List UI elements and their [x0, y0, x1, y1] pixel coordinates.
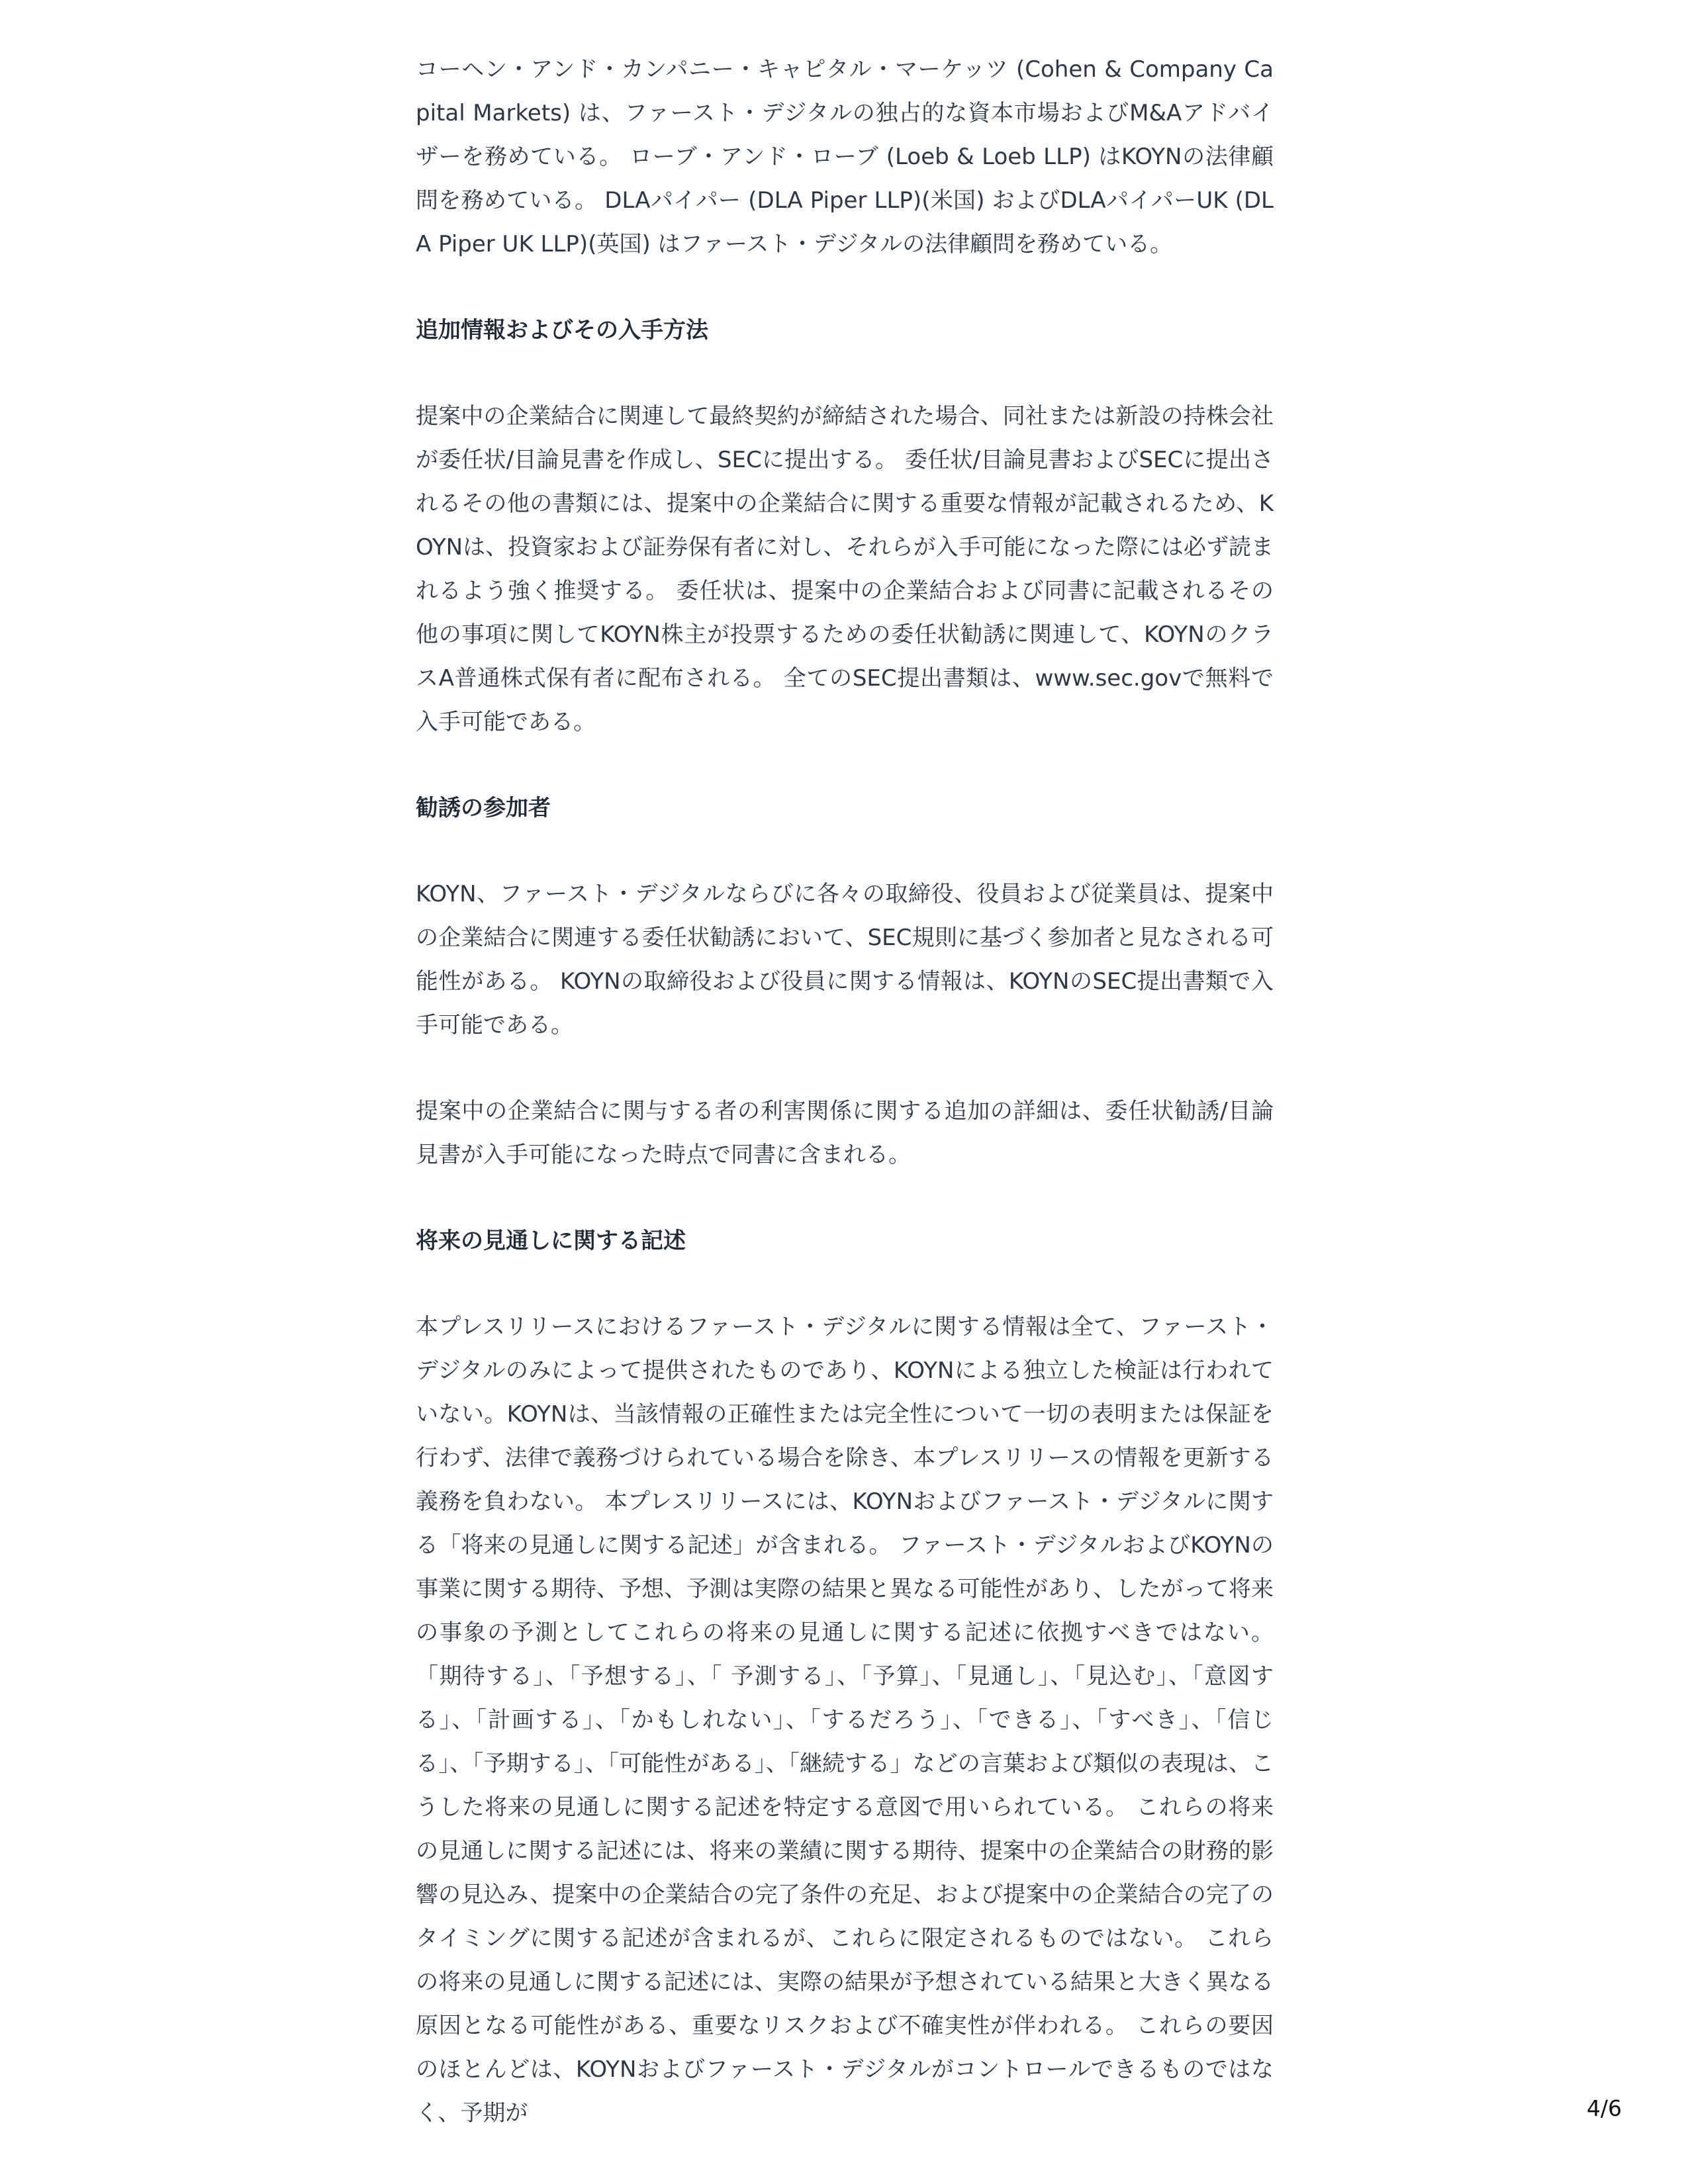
additional-info-paragraph: 提案中の企業結合に関連して最終契約が締結された場合、同社または新設の持株会社が委任状/目論見書を作成し、SECに提出する。 委任状/目論見書およびSECに提出されるその他の書類には、提案中の企業結合に関する重要な情報が記載されるため、KOYNは、投資家および証券保有者に対し、それらが入手可能になった際には必ず読まれるよう強く推奨する。 委任状は、提案中の企業結合および同書に記載されるその他の事項に関してKOYN株主が投票するための委任状勧誘に関連して、KOYNのクラスA普通株式保有者に配布される。 全てのSEC提出書類は、www.sec.govで無料で入手可能である。 — [416, 403, 1274, 735]
participants-paragraph: KOYN、ファースト・デジタルならびに各々の取締役、役員および従業員は、提案中の企業結合に関連する委任状勧誘において、SEC規則に基づく参加者と見なされる可能性がある。 KOYNの取締役および役員に関する情報は、KOYNのSEC提出書類で入手可能である。 — [416, 881, 1274, 1038]
additional-info-heading: 追加情報およびその入手方法 — [416, 317, 708, 343]
document-body — [416, 48, 1274, 2177]
participants-heading: 勧誘の参加者 — [416, 795, 551, 821]
advisors-paragraph: コーヘン・アンド・カンパニー・キャピタル・マーケッツ (Cohen & Company Capital Markets) は、ファースト・デジタルの独占的な資本市場およびM&Aアドバイザーを務めている。 ローブ・アンド・ローブ (Loeb & Loeb LLP) はKOYNの法律顧問を務めている。 DLAパイパー (DLA Piper LLP)(米国) およびDLAパイパーUK (DLA Piper UK LLP)(英国) はファースト・デジタルの法律顧問を務めている。 — [416, 56, 1274, 257]
forward-looking-paragraph: 本プレスリリースにおけるファースト・デジタルに関する情報は全て、ファースト・デジタルのみによって提供されたものであり、KOYNによる独立した検証は行われていない。KOYNは、当該情報の正確性または完全性について一切の表明または保証を行わず、法律で義務づけられている場合を除き、本プレスリリースの情報を更新する義務を負わない。 本プレスリリースには、KOYNおよびファースト・デジタルに関する「将来の見通しに関する記述」が含まれる。 ファースト・デジタルおよびKOYNの事業に関する期待、予想、予測は実際の結果と異なる可能性があり、したがって将来の事象の予測としてこれらの将来の見通しに関する記述に依拠すべきではない。 「期待する」、「予想する」、「 予測する」、「予算」、「見通し」、「見込む」、「意図する」、「計画する」、「かもしれない」、「するだろう」、「できる」、「すべき」、「信じる」、「予期する」、「可能性がある」、「継続する」などの言葉および類似の表現は、こうした将来の見通しに関する記述を特定する意図で用いられている。 これらの将来の見通しに関する記述には、将来の業績に関する期待、提案中の企業結合の財務的影響の見込み、提案中の企業結合の完了条件の充足、および提案中の企業結合の完了のタイミングに関する記述が含まれるが、これらに限定されるものではない。 これらの将来の見通しに関する記述には、実際の結果が予想されている結果と大きく異なる原因となる可能性がある、重要なリスクおよび不確実性が伴われる。 これらの要因のほとんどは、KOYNおよびファースト・デジタルがコントロールできるものではなく、予期が — [416, 1314, 1274, 2126]
interests-paragraph: 提案中の企業結合に関与する者の利害関係に関する追加の詳細は、委任状勧誘/目論見書が入手可能になった時点で同書に含まれる。 — [416, 1098, 1274, 1168]
page-number: 4/6 — [1586, 2095, 1622, 2121]
forward-looking-heading: 将来の見通しに関する記述 — [416, 1228, 686, 1254]
